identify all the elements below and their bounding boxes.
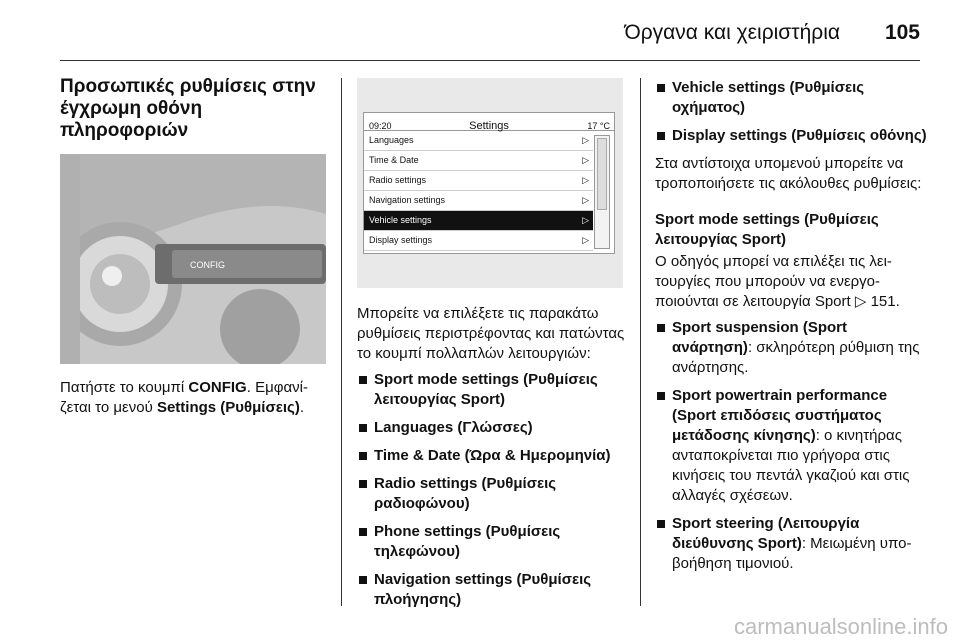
item-desc: : Μειωμένη υποβοήθηση τιμονιού. [672, 535, 912, 572]
chevron-right-icon: ▷ [582, 135, 589, 145]
config-label: CONFIG [188, 379, 247, 396]
submenu-paragraph: Στα αντίστοιχα υπομενού μπορείτε να τροποποιήσετε τις ακόλουθες ρυθμίσεις: [655, 155, 922, 192]
screen-temperature: 17 °C [587, 121, 610, 131]
list-item: Vehicle settings (Ρυθμίσεις οχήματος) [655, 78, 927, 118]
column-divider-1 [341, 78, 342, 606]
screen-menu-item[interactable] [364, 191, 593, 211]
screen-time: 09:20 [369, 121, 392, 131]
settings-screen-image [357, 78, 623, 288]
list-item: Display settings (Ρυθμίσεις οθόνης) [655, 126, 927, 146]
screen-menu-label: Vehicle settings [369, 215, 432, 225]
settings-screen [363, 112, 615, 254]
header-rule [60, 60, 920, 61]
section-title: Προσωπικές ρυθμίσεις στην έγχρωμη οθόνη πληροφοριών [60, 76, 316, 141]
column-divider-2 [640, 78, 641, 606]
sport-title: Sport mode settings (Ρυθμίσεις λειτουργίας Sport) [655, 211, 879, 248]
chevron-right-icon: ▷ [582, 155, 589, 165]
list-item: Languages (Γλώσσες) [357, 418, 625, 438]
screen-menu-item[interactable] [364, 211, 593, 231]
header-title: Όργανα και χειριστήρια [624, 21, 840, 44]
photo-config-label: CONFIG [190, 260, 225, 270]
screen-status-bar [364, 113, 614, 131]
screen-menu-item[interactable] [364, 171, 593, 191]
list-item [655, 386, 927, 506]
chevron-right-icon: ▷ [582, 215, 589, 225]
settings-list [357, 370, 625, 610]
text-run: Ο οδηγός μπορεί να επιλέξει τις λειτουργίες που μπορούν να ενεργοποιούνται σε λειτουργία Sport [655, 253, 892, 310]
chevron-right-icon: ▷ [582, 175, 589, 185]
screen-menu-label: Radio settings [369, 175, 427, 185]
spacer [655, 200, 927, 210]
col2-intro: Μπορείτε να επιλέξετε τις παρακάτω ρυθμίσεις περιστρέφοντας και πατώντας το κουμπί πολλαπλών λειτουργιών: [357, 305, 625, 362]
text-run: . Εμφανίζεται το μενού [60, 379, 308, 416]
page-ref: 151 [870, 293, 896, 310]
screen-menu-label: Navigation settings [369, 195, 446, 205]
text-run: . [299, 399, 304, 416]
screen-menu [364, 131, 614, 251]
page-number: 105 [884, 21, 920, 44]
watermark: carmanualsonline.info [733, 614, 948, 639]
screen-menu-label: Languages [369, 135, 414, 145]
sport-list [655, 318, 927, 574]
list-item: Phone settings (Ρυθμίσεις τηλεφώνου) [357, 522, 625, 562]
settings-label: Settings (Ρυθμίσεις) [156, 399, 300, 416]
list-item: Navigation settings (Ρυθμίσεις πλοήγησης) [357, 570, 625, 610]
column-2 [357, 78, 625, 618]
item-term: Sport steering (Λειτουργία διεύθυνσης Sport) [672, 515, 860, 552]
text-run: Πατήστε το κουμπί [60, 379, 189, 396]
list-item: Time & Date (Ώρα & Ημερομηνία) [357, 446, 625, 466]
item-desc: : ο κινητήρας ανταποκρίνεται πιο γρήγορα στις κινήσεις του πεντάλ γκαζιού και στις αλλαγές σχέσεων. [672, 427, 910, 504]
column-3 [655, 78, 927, 582]
item-term: Sport powertrain performance (Sport επιδόσεις συστήματος μετάδοσης κίνησης) [672, 387, 888, 444]
item-desc: : σκληρότερη ρύθμιση της ανάρτησης. [672, 339, 920, 376]
scrollbar-thumb [597, 138, 607, 210]
screen-menu-item[interactable] [364, 151, 593, 171]
screen-menu-label: Display settings [369, 235, 433, 245]
item-term: Sport suspension (Sport ανάρτηση) [672, 319, 848, 356]
list-item [655, 514, 927, 574]
screen-title: Settings [469, 120, 509, 132]
screen-menu-item[interactable] [364, 231, 593, 251]
config-button-photo [60, 154, 326, 364]
chevron-right-icon: ▷ [582, 195, 589, 205]
column-1 [60, 66, 326, 424]
list-item: Sport mode settings (Ρυθμίσεις λειτουργίας Sport) [357, 370, 625, 410]
screen-scrollbar [594, 135, 610, 249]
screen-menu-item[interactable] [364, 131, 593, 151]
page-header [0, 0, 960, 60]
list-item: Radio settings (Ρυθμίσεις ραδιοφώνου) [357, 474, 625, 514]
intro-paragraph [60, 378, 326, 418]
sport-paragraph: Ο οδηγός μπορεί να επιλέξει τις λειτουργίες που μπορούν να ενεργοποιούνται σε λειτουργία Sport ▷ 151. [655, 253, 900, 310]
screen-menu-label: Time & Date [369, 155, 419, 165]
chevron-right-icon: ▷ [582, 235, 589, 245]
settings-list-cont [655, 78, 927, 146]
list-item [655, 318, 927, 378]
page-ref-icon: ▷ [854, 293, 867, 310]
